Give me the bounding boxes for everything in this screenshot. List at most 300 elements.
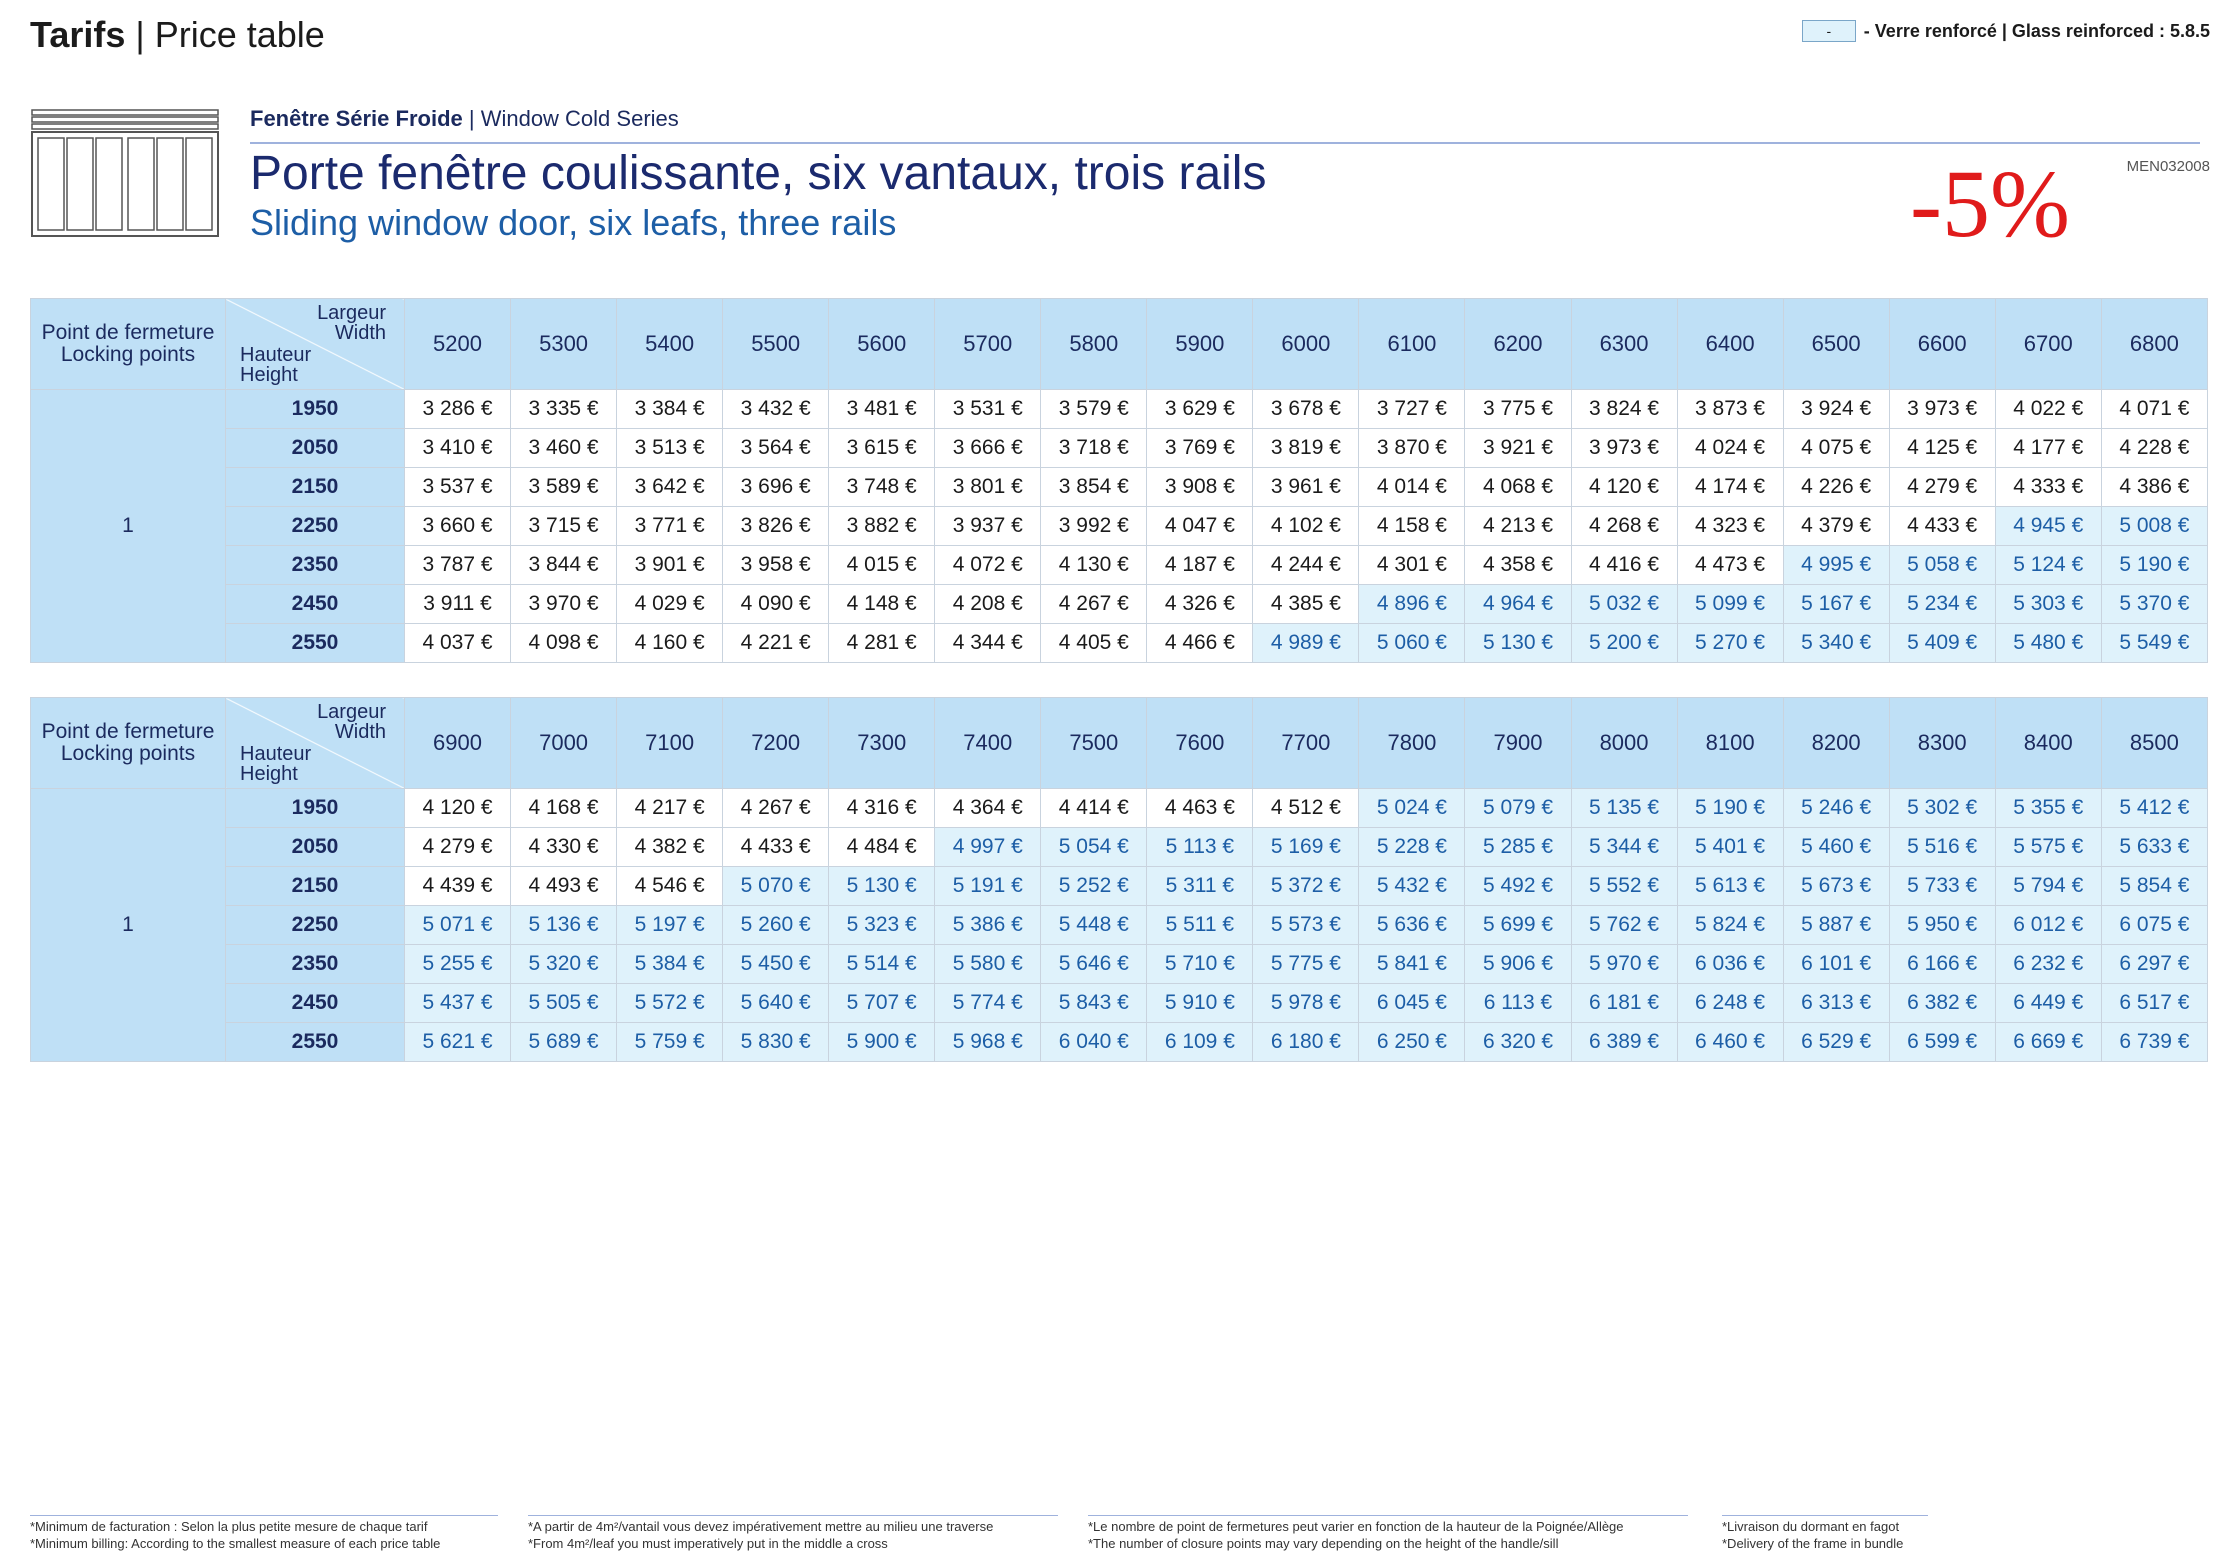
price-cell: 5 978 €: [1253, 984, 1359, 1023]
price-cell: 4 433 €: [1889, 507, 1995, 546]
price-cell: 4 364 €: [935, 789, 1041, 828]
price-cell: 3 696 €: [723, 468, 829, 507]
width-column-header: 5400: [617, 299, 723, 390]
table-row: [31, 867, 2208, 906]
width-column-header: 7200: [723, 698, 829, 789]
locking-points-en: Locking points: [60, 742, 196, 765]
width-column-header: 6400: [1677, 299, 1783, 390]
width-column-header: 8200: [1783, 698, 1889, 789]
price-cell: 5 060 €: [1359, 624, 1465, 663]
price-cell: 4 382 €: [617, 828, 723, 867]
price-cell: 3 537 €: [405, 468, 511, 507]
price-cell: 3 775 €: [1465, 390, 1571, 429]
price-cell: 3 901 €: [617, 546, 723, 585]
price-cell: 5 640 €: [723, 984, 829, 1023]
price-cell: 5 450 €: [723, 945, 829, 984]
price-cell: 5 409 €: [1889, 624, 1995, 663]
price-cell: 5 549 €: [2101, 624, 2207, 663]
price-cell: 6 180 €: [1253, 1023, 1359, 1062]
price-cell: 5 355 €: [1995, 789, 2101, 828]
page-header-title: [30, 14, 325, 56]
price-cell: 5 854 €: [2101, 867, 2207, 906]
price-cell: 5 070 €: [723, 867, 829, 906]
width-column-header: 7600: [1147, 698, 1253, 789]
price-cell: 5 633 €: [2101, 828, 2207, 867]
price-cell: 3 615 €: [829, 429, 935, 468]
width-label: [317, 702, 386, 742]
price-cell: 5 673 €: [1783, 867, 1889, 906]
price-cell: 3 748 €: [829, 468, 935, 507]
price-cell: 3 666 €: [935, 429, 1041, 468]
header-row: [31, 698, 2208, 789]
title-bold: Tarifs: [30, 14, 126, 55]
price-cell: 5 552 €: [1571, 867, 1677, 906]
price-cell: 4 029 €: [617, 585, 723, 624]
table-row: [31, 468, 2208, 507]
price-cell: 3 992 €: [1041, 507, 1147, 546]
height-cell: 2350: [226, 945, 405, 984]
price-cell: 5 246 €: [1783, 789, 1889, 828]
height-fr: Hauteur: [240, 344, 312, 366]
price-cell: 4 090 €: [723, 585, 829, 624]
price-cell: 4 997 €: [935, 828, 1041, 867]
price-cell: 4 075 €: [1783, 429, 1889, 468]
width-column-header: 6600: [1889, 299, 1995, 390]
price-cell: 3 410 €: [405, 429, 511, 468]
price-cell: 5 372 €: [1253, 867, 1359, 906]
height-cell: 2250: [226, 507, 405, 546]
price-cell: 5 710 €: [1147, 945, 1253, 984]
width-column-header: 8000: [1571, 698, 1677, 789]
price-cell: 5 887 €: [1783, 906, 1889, 945]
price-table-2: [30, 697, 2208, 1062]
price-cell: 5 384 €: [617, 945, 723, 984]
price-cell: 5 774 €: [935, 984, 1041, 1023]
footnote-fr: *Le nombre de point de fermetures peut varier en fonction de la hauteur de la Poignée/Allège: [1088, 1519, 1624, 1534]
price-cell: 6 517 €: [2101, 984, 2207, 1023]
price-cell: 5 514 €: [829, 945, 935, 984]
width-column-header: 5600: [829, 299, 935, 390]
price-cell: 5 516 €: [1889, 828, 1995, 867]
footnote-rule: [1088, 1515, 1688, 1516]
price-cell: 5 136 €: [511, 906, 617, 945]
price-cell: 5 910 €: [1147, 984, 1253, 1023]
price-cell: 3 727 €: [1359, 390, 1465, 429]
height-cell: 2150: [226, 468, 405, 507]
footnote-2: [528, 1515, 1058, 1552]
price-cell: 6 232 €: [1995, 945, 2101, 984]
width-fr: Largeur: [317, 701, 386, 723]
price-cell: 6 739 €: [2101, 1023, 2207, 1062]
price-cell: 5 636 €: [1359, 906, 1465, 945]
price-cell: 4 120 €: [1571, 468, 1677, 507]
width-column-header: 6200: [1465, 299, 1571, 390]
price-cell: 6 320 €: [1465, 1023, 1571, 1062]
price-cell: 4 433 €: [723, 828, 829, 867]
price-cell: 5 843 €: [1041, 984, 1147, 1023]
price-cell: 3 286 €: [405, 390, 511, 429]
width-fr: Largeur: [317, 302, 386, 324]
price-cell: 6 036 €: [1677, 945, 1783, 984]
width-column-header: 6700: [1995, 299, 2101, 390]
width-height-header: [226, 698, 405, 789]
width-column-header: 7800: [1359, 698, 1465, 789]
price-cell: 3 513 €: [617, 429, 723, 468]
price-cell: 6 297 €: [2101, 945, 2207, 984]
height-cell: 2350: [226, 546, 405, 585]
width-column-header: 5800: [1041, 299, 1147, 390]
price-cell: 3 384 €: [617, 390, 723, 429]
price-cell: 4 896 €: [1359, 585, 1465, 624]
price-cell: 3 564 €: [723, 429, 829, 468]
price-cell: 6 045 €: [1359, 984, 1465, 1023]
price-cell: 3 911 €: [405, 585, 511, 624]
price-cell: 5 906 €: [1465, 945, 1571, 984]
price-cell: 5 228 €: [1359, 828, 1465, 867]
price-cell: 5 412 €: [2101, 789, 2207, 828]
series-rest: | Window Cold Series: [462, 106, 679, 131]
price-cell: 5 646 €: [1041, 945, 1147, 984]
price-cell: 4 158 €: [1359, 507, 1465, 546]
price-cell: 5 130 €: [829, 867, 935, 906]
price-cell: 5 401 €: [1677, 828, 1783, 867]
price-cell: 4 068 €: [1465, 468, 1571, 507]
table-row: [31, 789, 2208, 828]
price-cell: 4 267 €: [1041, 585, 1147, 624]
discount-badge: -5%: [1910, 150, 2070, 257]
price-cell: 4 989 €: [1253, 624, 1359, 663]
price-cell: 4 072 €: [935, 546, 1041, 585]
price-cell: 5 707 €: [829, 984, 935, 1023]
price-cell: 5 079 €: [1465, 789, 1571, 828]
width-column-header: 8300: [1889, 698, 1995, 789]
table-row: [31, 624, 2208, 663]
price-cell: 6 101 €: [1783, 945, 1889, 984]
price-cell: 5 830 €: [723, 1023, 829, 1062]
price-cell: 4 037 €: [405, 624, 511, 663]
height-cell: 2050: [226, 828, 405, 867]
title-french: Porte fenêtre coulissante, six vantaux, trois rails: [250, 147, 1267, 200]
price-cell: 5 621 €: [405, 1023, 511, 1062]
price-cell: 6 166 €: [1889, 945, 1995, 984]
height-fr: Hauteur: [240, 743, 312, 765]
price-cell: 5 505 €: [511, 984, 617, 1023]
price-cell: 3 589 €: [511, 468, 617, 507]
price-cell: 5 190 €: [1677, 789, 1783, 828]
price-cell: 5 448 €: [1041, 906, 1147, 945]
price-cell: 5 071 €: [405, 906, 511, 945]
price-cell: 3 937 €: [935, 507, 1041, 546]
price-cell: 6 389 €: [1571, 1023, 1677, 1062]
price-cell: 4 168 €: [511, 789, 617, 828]
price-cell: 4 160 €: [617, 624, 723, 663]
width-column-header: 7300: [829, 698, 935, 789]
price-cell: 5 054 €: [1041, 828, 1147, 867]
price-cell: 5 572 €: [617, 984, 723, 1023]
price-cell: 3 824 €: [1571, 390, 1677, 429]
locking-points-value: 1: [31, 390, 226, 663]
price-cell: 3 973 €: [1889, 390, 1995, 429]
width-column-header: 6800: [2101, 299, 2207, 390]
price-cell: 3 882 €: [829, 507, 935, 546]
price-cell: 5 900 €: [829, 1023, 935, 1062]
price-cell: 3 870 €: [1359, 429, 1465, 468]
price-cell: 4 484 €: [829, 828, 935, 867]
price-cell: 4 463 €: [1147, 789, 1253, 828]
price-cell: 3 335 €: [511, 390, 617, 429]
width-height-header: [226, 299, 405, 390]
width-column-header: 5500: [723, 299, 829, 390]
table-row: [31, 945, 2208, 984]
price-cell: 3 826 €: [723, 507, 829, 546]
price-cell: 4 102 €: [1253, 507, 1359, 546]
price-cell: 4 267 €: [723, 789, 829, 828]
price-cell: 5 124 €: [1995, 546, 2101, 585]
height-cell: 2150: [226, 867, 405, 906]
price-cell: 4 323 €: [1677, 507, 1783, 546]
price-cell: 4 326 €: [1147, 585, 1253, 624]
height-cell: 2250: [226, 906, 405, 945]
price-cell: 4 333 €: [1995, 468, 2101, 507]
price-cell: 3 629 €: [1147, 390, 1253, 429]
table-row: [31, 507, 2208, 546]
title-rest: | Price table: [125, 14, 325, 55]
width-column-header: 7400: [935, 698, 1041, 789]
price-cell: 4 022 €: [1995, 390, 2101, 429]
locking-points-header: [31, 698, 226, 789]
height-label: [240, 744, 311, 784]
price-cell: 3 787 €: [405, 546, 511, 585]
price-cell: 5 775 €: [1253, 945, 1359, 984]
footnote-rule: [30, 1515, 498, 1516]
price-cell: 5 689 €: [511, 1023, 617, 1062]
price-cell: 5 580 €: [935, 945, 1041, 984]
price-cell: 4 221 €: [723, 624, 829, 663]
price-cell: 5 234 €: [1889, 585, 1995, 624]
footnote-rule: [1722, 1515, 1928, 1516]
width-column-header: 6900: [405, 698, 511, 789]
width-column-header: 8400: [1995, 698, 2101, 789]
price-cell: 4 213 €: [1465, 507, 1571, 546]
price-cell: 3 970 €: [511, 585, 617, 624]
price-cell: 4 379 €: [1783, 507, 1889, 546]
price-cell: 5 130 €: [1465, 624, 1571, 663]
footnote-en: *From 4m²/leaf you must imperatively put in the middle a cross: [528, 1536, 888, 1551]
price-cell: 5 303 €: [1995, 585, 2101, 624]
price-cell: 5 008 €: [2101, 507, 2207, 546]
header-row: [31, 299, 2208, 390]
footnote-fr: *Livraison du dormant en fagot: [1722, 1519, 1900, 1534]
price-cell: 5 460 €: [1783, 828, 1889, 867]
price-cell: 3 481 €: [829, 390, 935, 429]
price-cell: 4 945 €: [1995, 507, 2101, 546]
price-cell: 4 281 €: [829, 624, 935, 663]
price-cell: 3 908 €: [1147, 468, 1253, 507]
height-en: Height: [240, 763, 298, 785]
width-label: [317, 303, 386, 343]
height-cell: 2450: [226, 585, 405, 624]
price-cell: 5 733 €: [1889, 867, 1995, 906]
series-divider: [250, 142, 2200, 144]
price-cell: 4 386 €: [2101, 468, 2207, 507]
width-column-header: 5200: [405, 299, 511, 390]
price-cell: 5 260 €: [723, 906, 829, 945]
price-cell: 5 575 €: [1995, 828, 2101, 867]
price-cell: 5 950 €: [1889, 906, 1995, 945]
price-cell: 6 250 €: [1359, 1023, 1465, 1062]
footnote-rule: [528, 1515, 1058, 1516]
price-cell: 4 125 €: [1889, 429, 1995, 468]
price-cell: 4 148 €: [829, 585, 935, 624]
price-cell: 4 439 €: [405, 867, 511, 906]
price-cell: 5 197 €: [617, 906, 723, 945]
price-cell: 5 032 €: [1571, 585, 1677, 624]
price-cell: 5 344 €: [1571, 828, 1677, 867]
height-label: [240, 345, 311, 385]
sliding-door-drawing-icon: [30, 108, 220, 238]
price-cell: 3 642 €: [617, 468, 723, 507]
height-cell: 2550: [226, 624, 405, 663]
price-cell: 3 921 €: [1465, 429, 1571, 468]
width-column-header: 6500: [1783, 299, 1889, 390]
height-en: Height: [240, 364, 298, 386]
price-cell: 4 047 €: [1147, 507, 1253, 546]
width-column-header: 5300: [511, 299, 617, 390]
price-cell: 5 024 €: [1359, 789, 1465, 828]
width-column-header: 7500: [1041, 698, 1147, 789]
price-cell: 3 718 €: [1041, 429, 1147, 468]
height-cell: 1950: [226, 390, 405, 429]
price-cell: 3 801 €: [935, 468, 1041, 507]
footnote-1: [30, 1515, 498, 1552]
price-cell: 4 014 €: [1359, 468, 1465, 507]
price-cell: 5 270 €: [1677, 624, 1783, 663]
locking-points-value: 1: [31, 789, 226, 1062]
price-cell: 5 794 €: [1995, 867, 2101, 906]
price-cell: 6 529 €: [1783, 1023, 1889, 1062]
table-row: [31, 906, 2208, 945]
price-table-1: [30, 298, 2208, 663]
price-cell: 5 340 €: [1783, 624, 1889, 663]
height-cell: 2050: [226, 429, 405, 468]
price-cell: 4 385 €: [1253, 585, 1359, 624]
height-cell: 1950: [226, 789, 405, 828]
price-cell: 6 449 €: [1995, 984, 2101, 1023]
glass-legend: [1802, 20, 2210, 42]
price-cell: 6 113 €: [1465, 984, 1571, 1023]
price-cell: 3 432 €: [723, 390, 829, 429]
price-cell: 3 769 €: [1147, 429, 1253, 468]
table-row: [31, 585, 2208, 624]
locking-points-fr: Point de fermeture: [41, 321, 215, 344]
price-cell: 4 546 €: [617, 867, 723, 906]
width-column-header: 6100: [1359, 299, 1465, 390]
series-label: [250, 106, 679, 132]
price-cell: 3 873 €: [1677, 390, 1783, 429]
price-cell: 3 844 €: [511, 546, 617, 585]
footnote-en: *The number of closure points may vary depending on the height of the handle/sill: [1088, 1536, 1559, 1551]
series-bold: Fenêtre Série Froide: [250, 106, 463, 131]
price-cell: 6 460 €: [1677, 1023, 1783, 1062]
price-cell: 6 599 €: [1889, 1023, 1995, 1062]
price-cell: 3 819 €: [1253, 429, 1359, 468]
price-cell: 5 759 €: [617, 1023, 723, 1062]
price-cell: 4 405 €: [1041, 624, 1147, 663]
price-cell: 4 187 €: [1147, 546, 1253, 585]
price-cell: 3 660 €: [405, 507, 511, 546]
price-cell: 3 973 €: [1571, 429, 1677, 468]
width-column-header: 6300: [1571, 299, 1677, 390]
width-column-header: 7900: [1465, 698, 1571, 789]
price-cell: 4 015 €: [829, 546, 935, 585]
price-cell: 4 512 €: [1253, 789, 1359, 828]
price-cell: 5 386 €: [935, 906, 1041, 945]
price-cell: 5 824 €: [1677, 906, 1783, 945]
price-cell: 5 968 €: [935, 1023, 1041, 1062]
width-en: Width: [334, 322, 386, 344]
price-cell: 5 970 €: [1571, 945, 1677, 984]
price-cell: 5 135 €: [1571, 789, 1677, 828]
price-cell: 4 226 €: [1783, 468, 1889, 507]
table-row: [31, 828, 2208, 867]
table-row: [31, 390, 2208, 429]
price-cell: 5 311 €: [1147, 867, 1253, 906]
price-cell: 6 181 €: [1571, 984, 1677, 1023]
price-cell: 4 279 €: [1889, 468, 1995, 507]
price-cell: 5 190 €: [2101, 546, 2207, 585]
price-cell: 4 344 €: [935, 624, 1041, 663]
price-cell: 4 098 €: [511, 624, 617, 663]
table-row: [31, 1023, 2208, 1062]
width-column-header: 8500: [2101, 698, 2207, 789]
price-cell: 5 169 €: [1253, 828, 1359, 867]
price-cell: 6 075 €: [2101, 906, 2207, 945]
price-cell: 3 958 €: [723, 546, 829, 585]
table-row: [31, 429, 2208, 468]
price-cell: 3 678 €: [1253, 390, 1359, 429]
footnote-fr: *Minimum de facturation : Selon la plus petite mesure de chaque tarif: [30, 1519, 428, 1534]
price-cell: 6 248 €: [1677, 984, 1783, 1023]
price-cell: 4 228 €: [2101, 429, 2207, 468]
price-cell: 3 715 €: [511, 507, 617, 546]
price-cell: 5 762 €: [1571, 906, 1677, 945]
product-code: MEN032008: [2126, 158, 2210, 175]
price-cell: 6 382 €: [1889, 984, 1995, 1023]
price-cell: 4 301 €: [1359, 546, 1465, 585]
width-column-header: 6000: [1253, 299, 1359, 390]
price-cell: 3 579 €: [1041, 390, 1147, 429]
footnote-fr: *A partir de 4m²/vantail vous devez impérativement mettre au milieu une traverse: [528, 1519, 994, 1534]
price-cell: 4 493 €: [511, 867, 617, 906]
width-column-header: 8100: [1677, 698, 1783, 789]
table-row: [31, 984, 2208, 1023]
price-cell: 4 279 €: [405, 828, 511, 867]
table-row: [31, 546, 2208, 585]
price-cell: 5 191 €: [935, 867, 1041, 906]
price-cell: 6 109 €: [1147, 1023, 1253, 1062]
price-cell: 5 323 €: [829, 906, 935, 945]
price-cell: 4 024 €: [1677, 429, 1783, 468]
price-cell: 4 208 €: [935, 585, 1041, 624]
price-cell: 4 358 €: [1465, 546, 1571, 585]
price-cell: 5 613 €: [1677, 867, 1783, 906]
price-cell: 4 174 €: [1677, 468, 1783, 507]
price-cell: 4 964 €: [1465, 585, 1571, 624]
price-cell: 5 480 €: [1995, 624, 2101, 663]
price-cell: 5 099 €: [1677, 585, 1783, 624]
title-english: Sliding window door, six leafs, three rails: [250, 202, 897, 243]
price-cell: 4 466 €: [1147, 624, 1253, 663]
